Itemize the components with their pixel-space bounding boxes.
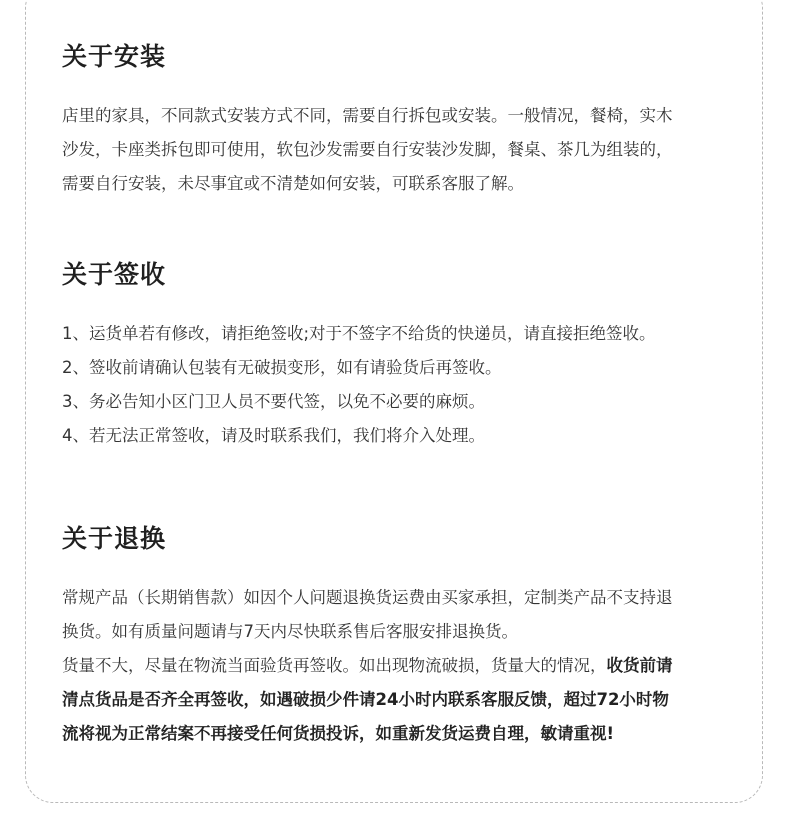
install-line: 沙发，卡座类拆包即可使用，软包沙发需要自行安装沙发脚，餐桌、茶几为组装的， xyxy=(62,140,673,159)
returns-line: 换货。如有质量问题请与7天内尽快联系售后客服安排退换货。 xyxy=(62,622,518,641)
returns-text xyxy=(62,581,742,751)
receipt-item: 1、运货单若有修改，请拒绝签收;对于不签字不给货的快递员，请直接拒绝签收。 xyxy=(62,324,656,343)
receipt-section xyxy=(62,258,742,453)
install-section xyxy=(62,40,742,201)
returns-line-normal: 货量不大，尽量在物流当面验货再签收。如出现物流破损，货量大的情况， xyxy=(62,656,607,675)
receipt-list xyxy=(62,317,742,453)
returns-line-emphasis: 流将视为正常结案不再接受任何货损投诉，如重新发货运费自理，敏请重视! xyxy=(62,724,615,743)
returns-line-emphasis: 清点货品是否齐全再签收，如遇破损少件请24小时内联系客服反馈，超过72小时物 xyxy=(62,690,669,709)
receipt-item: 3、务必告知小区门卫人员不要代签，以免不必要的麻烦。 xyxy=(62,392,485,411)
install-line: 需要自行安装，未尽事宜或不清楚如何安装，可联系客服了解。 xyxy=(62,174,524,193)
receipt-item: 4、若无法正常签收，请及时联系我们，我们将介入处理。 xyxy=(62,426,485,445)
returns-line xyxy=(62,649,742,683)
returns-section xyxy=(62,522,742,751)
install-text xyxy=(62,99,742,201)
receipt-title: 关于签收 xyxy=(62,260,167,289)
returns-line-emphasis: 收货前请 xyxy=(606,656,673,675)
install-line: 店里的家具，不同款式安装方式不同，需要自行拆包或安装。一般情况，餐椅，实木 xyxy=(62,106,673,125)
receipt-item: 2、签收前请确认包装有无破损变形，如有请验货后再签收。 xyxy=(62,358,502,377)
returns-line: 常规产品（长期销售款）如因个人问题退换货运费由买家承担，定制类产品不支持退 xyxy=(62,588,673,607)
returns-title: 关于退换 xyxy=(62,524,167,553)
returns-line xyxy=(62,683,742,717)
returns-line xyxy=(62,717,742,751)
install-title: 关于安装 xyxy=(62,42,167,71)
